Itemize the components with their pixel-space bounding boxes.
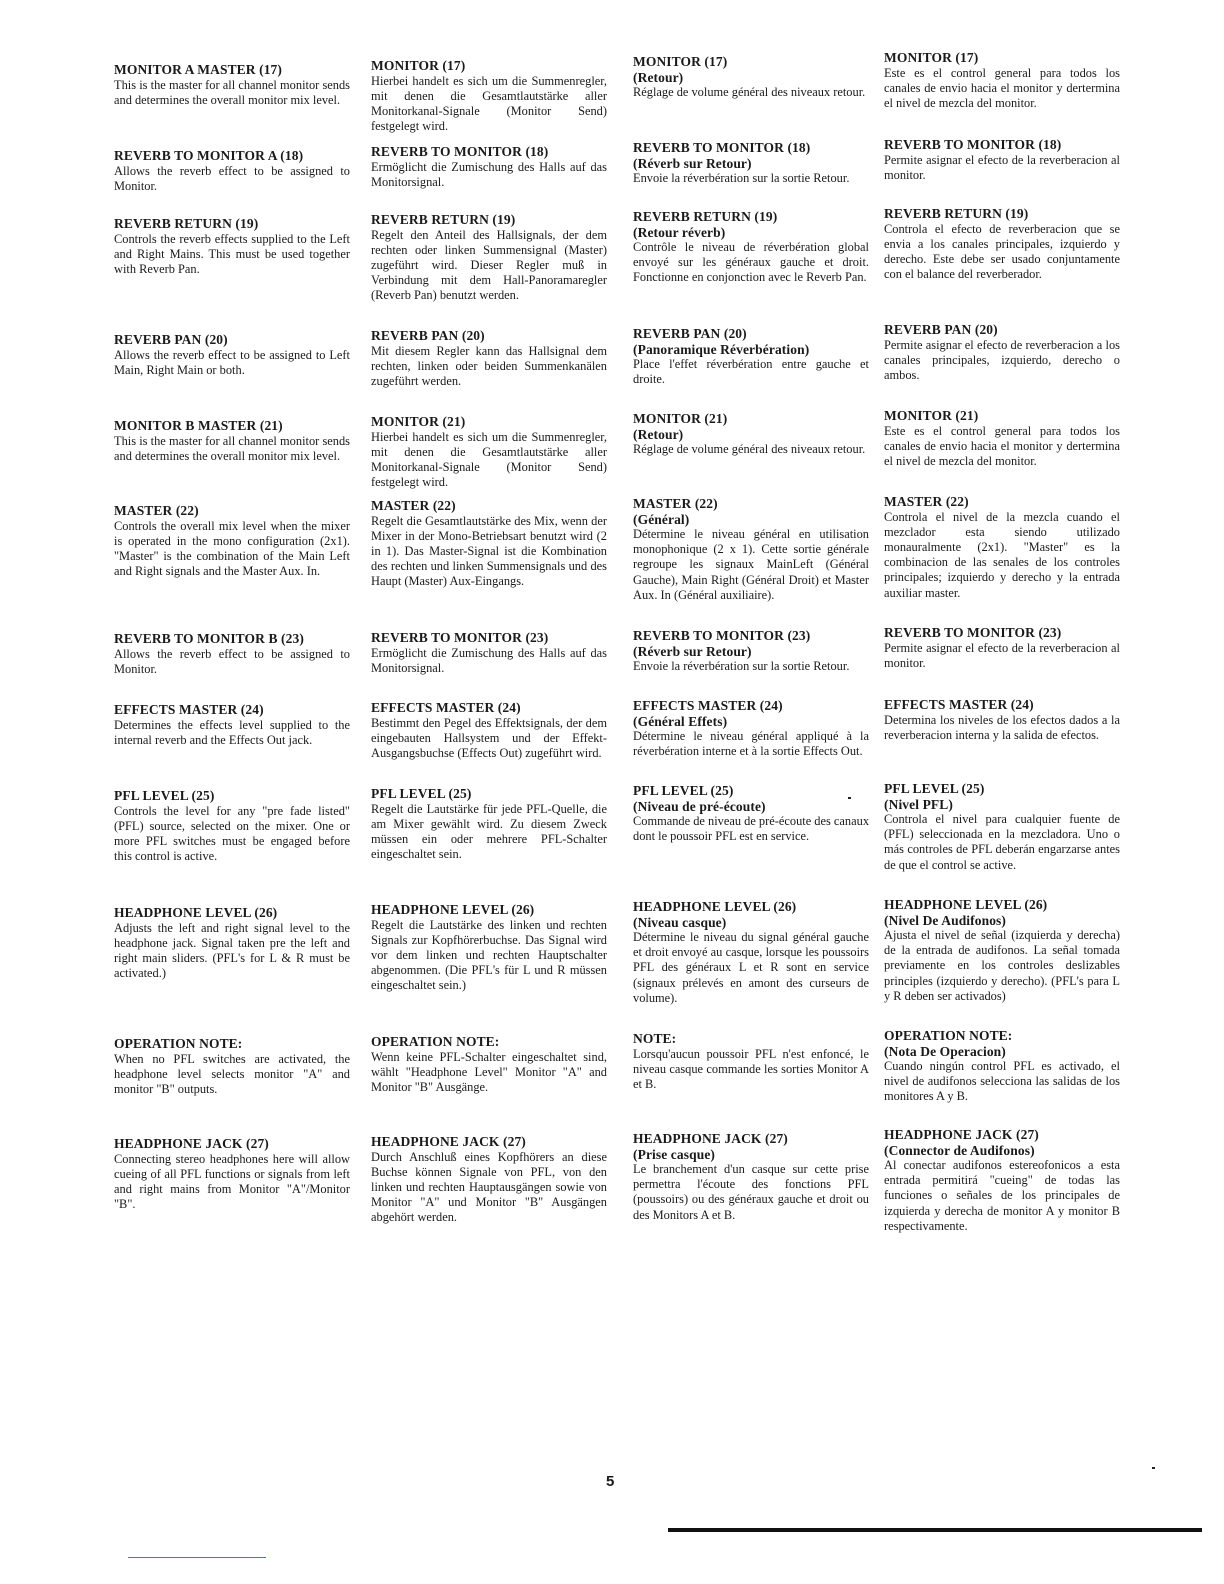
entry-headphone-jack bbox=[884, 1127, 1120, 1234]
entry-headphone-level bbox=[371, 902, 607, 994]
entry-reverb-to-monitor-23 bbox=[371, 630, 607, 676]
entry-title: REVERB PAN (20) bbox=[884, 322, 998, 337]
entry-title: REVERB TO MONITOR (23) bbox=[371, 630, 549, 645]
entry-headphone-level bbox=[114, 905, 350, 981]
entry-body: Cuando ningún control PFL es activado, el nivel de audifonos selecciona las salidas de los monitores A y B. bbox=[884, 1059, 1120, 1104]
entry-title: PFL LEVEL (25) bbox=[371, 786, 472, 801]
entry-body: Este es el control general para todos los canales de envio hacia el monitor y dertermina el nivel de mezcla del monitor. bbox=[884, 65, 1120, 110]
entry-title: EFFECTS MASTER (24) bbox=[884, 697, 1034, 712]
entry-master bbox=[114, 503, 350, 579]
entry-monitor-17 bbox=[884, 50, 1120, 111]
entry-title: HEADPHONE LEVEL (26) (Nivel De Audifonos) bbox=[884, 897, 1048, 928]
entry-title: MONITOR B MASTER (21) bbox=[114, 418, 283, 433]
page-number: 5 bbox=[606, 1473, 615, 1490]
entry-title: MONITOR (17) (Retour) bbox=[633, 54, 728, 85]
entry-headphone-level bbox=[884, 897, 1120, 1004]
entry-body: Allows the reverb effect to be assigned to Left Main, Right Main or both. bbox=[114, 347, 350, 377]
entry-title: OPERATION NOTE: bbox=[114, 1036, 243, 1051]
entry-title: OPERATION NOTE: bbox=[371, 1034, 500, 1049]
entry-body: Détermine le niveau général appliqué à la réverbération interne et à la sortie Effects Out. bbox=[633, 729, 869, 759]
entry-reverb-return bbox=[114, 216, 350, 277]
entry-body: Allows the reverb effect to be assigned to Monitor. bbox=[114, 163, 350, 193]
footer-rule-thin bbox=[128, 1557, 266, 1558]
entry-body: Envoie la réverbération sur la sortie Retour. bbox=[633, 659, 850, 673]
entry-monitor-17 bbox=[371, 58, 607, 134]
entry-body: Commande de niveau de pré-écoute des canaux dont le poussoir PFL est en service. bbox=[633, 814, 870, 844]
entry-reverb-return bbox=[371, 212, 607, 304]
entry-reverb-to-monitor-18 bbox=[371, 144, 607, 190]
entry-body: Ajusta el nivel de señal (izquierda y derecha) de la entrada de audifonos. La señal tomada previamente en los controles deslizables principles (izquierdo y derecho). (PFL's para L y R deben ser activados) bbox=[884, 928, 1120, 1003]
entry-title: MASTER (22) bbox=[114, 503, 199, 518]
entry-body: This is the master for all channel monitor sends and determines the overall monitor mix level. bbox=[114, 77, 350, 107]
entry-body: Controla el nivel de la mezcla cuando el mezclador esta siendo utilizado monauralmente (2x1). "Master" es la combinacion de las senales de los controles principales; izquierdo y derecho y la entrada auxiliar master. bbox=[884, 509, 1120, 600]
entry-body: Controla el efecto de reverberacion que se envia a los canales principales, izquierdo y derecho. Este debe ser usado conjuntamente con el balance del reverberador. bbox=[884, 221, 1120, 282]
entry-body: Wenn keine PFL-Schalter eingeschaltet sind, wählt "Headphone Level" Monitor "A" and Monitor "B" Ausgänge. bbox=[371, 1049, 607, 1094]
entry-monitor-b-master bbox=[114, 418, 350, 464]
entry-body: Permite asignar el efecto de reverberacion a los canales principales, izquierdo, derecho o ambos. bbox=[884, 337, 1120, 382]
entry-title: MASTER (22) bbox=[884, 494, 969, 509]
entry-body: This is the master for all channel monitor sends and determines the overall monitor mix level. bbox=[114, 433, 350, 463]
entry-monitor-17 bbox=[633, 54, 869, 100]
entry-body: Ermöglicht die Zumischung des Halls auf das Monitorsignal. bbox=[371, 159, 607, 189]
entry-monitor-21 bbox=[371, 414, 607, 490]
entry-title: MONITOR (17) bbox=[371, 58, 466, 73]
entry-body: Regelt den Anteil des Hallsignals, der dem rechten oder linken Summensignal (Master) zugeführt wird. Dieser Regler muß in Verbindung mit dem Hall-Panoramaregler (Reverb Pan) benutzt werden. bbox=[371, 227, 607, 303]
entry-title: MASTER (22) (Général) bbox=[633, 496, 718, 527]
entry-title: NOTE: bbox=[633, 1031, 677, 1046]
entry-master bbox=[371, 498, 607, 590]
entry-body: Bestimmt den Pegel des Effektsignals, der dem eingebauten Hallsystem und der Effekt-Ausgangsbuchse (Effects Out) zugeführt wird. bbox=[371, 715, 607, 760]
entry-reverb-pan bbox=[633, 326, 869, 387]
entry-title: REVERB TO MONITOR (18) bbox=[884, 137, 1062, 152]
entry-body: Lorsqu'aucun poussoir PFL n'est enfoncé, le niveau casque commande les sorties Monitor A et B. bbox=[633, 1046, 869, 1091]
entry-reverb-pan bbox=[884, 322, 1120, 383]
entry-title: HEADPHONE LEVEL (26) bbox=[114, 905, 278, 920]
entry-body: Permite asignar el efecto de la reverberacion al monitor. bbox=[884, 640, 1120, 670]
entry-monitor-21 bbox=[884, 408, 1120, 469]
entry-title: HEADPHONE LEVEL (26) (Niveau casque) bbox=[633, 899, 797, 930]
entry-body: Al conectar audifonos estereofonicos a esta entrada permitirá "cueing" de todas las funciones o señales de los principales de izquierda y derecha de monitor A y monitor B respectivamente. bbox=[884, 1158, 1120, 1233]
entry-title: REVERB TO MONITOR (23) (Réverb sur Retour) bbox=[633, 628, 811, 659]
entry-pfl-level bbox=[371, 786, 607, 862]
entry-body: Hierbei handelt es sich um die Summenregler, mit denen die Gesamtlautstärke aller Monitorkanal-Signale (Monitor Send) festgelegt wird. bbox=[371, 73, 607, 134]
entry-body: Réglage de volume général des niveaux retour. bbox=[633, 85, 866, 99]
entry-reverb-to-monitor-18 bbox=[633, 140, 869, 186]
entry-pfl-level bbox=[884, 781, 1120, 873]
entry-effects-master bbox=[371, 700, 607, 761]
entry-body: Allows the reverb effect to be assigned to Monitor. bbox=[114, 646, 350, 676]
entry-master bbox=[633, 496, 869, 603]
entry-body: Este es el control general para todos los canales de envio hacia el monitor y dertermina el nivel de mezcla del monitor. bbox=[884, 423, 1120, 468]
entry-body: Controla el nivel para cualquier fuente de (PFL) seleccionada en la mezcladora. Uno o más controles de PFL deberán engarzarse antes de que el control se active. bbox=[884, 812, 1120, 872]
entry-title: PFL LEVEL (25) (Niveau de pré-écoute) bbox=[633, 783, 766, 814]
entry-headphone-jack bbox=[114, 1136, 350, 1212]
entry-title: MONITOR (21) bbox=[884, 408, 979, 423]
scan-speck bbox=[1152, 1467, 1155, 1469]
entry-title: MASTER (22) bbox=[371, 498, 456, 513]
entry-title: REVERB TO MONITOR (18) (Réverb sur Retour) bbox=[633, 140, 811, 171]
entry-title: MONITOR (21) (Retour) bbox=[633, 411, 728, 442]
entry-body: Determina los niveles de los efectos dados a la reverberacion interna y la salida de efectos. bbox=[884, 712, 1120, 742]
entry-reverb-to-monitor-23 bbox=[884, 625, 1120, 671]
scan-speck bbox=[848, 797, 851, 799]
entry-body: Controls the reverb effects supplied to the Left and Right Mains. This must be used together with Reverb Pan. bbox=[114, 231, 350, 276]
entry-body: Controls the overall mix level when the mixer is operated in the mono configuration (2x1). "Master" is the combination of the Main Left and Right signals and the Master Aux. In. bbox=[114, 518, 350, 579]
entry-body: Place l'effet réverbération entre gauche et droite. bbox=[633, 357, 869, 387]
entry-title: REVERB TO MONITOR (23) bbox=[884, 625, 1062, 640]
entry-body: Contrôle le niveau de réverbération global envoyé sur les généraux gauche et droit. Fonctionne en conjonction avec le Reverb Pan. bbox=[633, 240, 869, 285]
entry-headphone-jack bbox=[371, 1134, 607, 1226]
entry-title: EFFECTS MASTER (24) bbox=[371, 700, 521, 715]
entry-title: HEADPHONE JACK (27) (Prise casque) bbox=[633, 1131, 788, 1162]
entry-body: Mit diesem Regler kann das Hallsignal dem rechten, linken oder beiden Summenkanälen zugeführt werden. bbox=[371, 343, 607, 388]
entry-body: Regelt die Lautstärke des linken und rechten Signals zur Kopfhörerbuchse. Das Signal wird vor dem linken und rechten Hauptschalter abgenommen. (Die PFL's für L und R müssen eingeschaltet sein.) bbox=[371, 917, 607, 993]
entry-reverb-pan bbox=[371, 328, 607, 389]
entry-body: Connecting stereo headphones here will allow cueing of all PFL functions or signals from left and right mains from Monitor "A"/Monitor "B". bbox=[114, 1151, 350, 1212]
entry-title: PFL LEVEL (25) (Nivel PFL) bbox=[884, 781, 985, 812]
entry-title: REVERB RETURN (19) bbox=[884, 206, 1029, 221]
entry-title: MONITOR A MASTER (17) bbox=[114, 62, 282, 77]
entry-master bbox=[884, 494, 1120, 601]
entry-body: Hierbei handelt es sich um die Summenregler, mit denen die Gesamtlautstärke aller Monitorkanal-Signale (Monitor Send) festgelegt wird. bbox=[371, 429, 607, 490]
footer-rule bbox=[668, 1528, 1202, 1532]
entry-title: REVERB PAN (20) (Panoramique Réverbération) bbox=[633, 326, 810, 357]
entry-title: REVERB RETURN (19) bbox=[371, 212, 516, 227]
entry-headphone-jack bbox=[633, 1131, 869, 1223]
entry-monitor-a-master bbox=[114, 62, 350, 108]
entry-monitor-21 bbox=[633, 411, 869, 457]
entry-effects-master bbox=[633, 698, 869, 759]
entry-body: Envoie la réverbération sur la sortie Retour. bbox=[633, 171, 850, 185]
entry-title: REVERB PAN (20) bbox=[114, 332, 228, 347]
entry-operation-note bbox=[371, 1034, 607, 1095]
entry-body: Permite asignar el efecto de la reverberacion al monitor. bbox=[884, 152, 1120, 182]
entry-title: EFFECTS MASTER (24) (Général Effets) bbox=[633, 698, 783, 729]
entry-effects-master bbox=[114, 702, 350, 748]
entry-reverb-to-monitor-18 bbox=[884, 137, 1120, 183]
entry-title: PFL LEVEL (25) bbox=[114, 788, 215, 803]
entry-body: Controls the level for any "pre fade listed" (PFL) source, selected on the mixer. One or more PFL switches must be engaged before this control is active. bbox=[114, 803, 350, 864]
entry-body: Regelt die Gesamtlautstärke des Mix, wenn der Mixer in der Mono-Betriebsart benutzt wird (2 in 1). Das Master-Signal ist die Kombination des rechten und linken Summensignals und des Haupt (Master) Aux-Eingangs. bbox=[371, 513, 607, 589]
entry-body: Durch Anschluß eines Kopfhörers an diese Buchse können Signale von PFL, von den linken und rechten Hauptausgängen sowie von Monitor "A" und Monitor "B" Ausgängen abgehört werden. bbox=[371, 1149, 607, 1225]
entry-title: REVERB RETURN (19) (Retour réverb) bbox=[633, 209, 778, 240]
entry-reverb-return bbox=[633, 209, 869, 286]
entry-title: HEADPHONE JACK (27) (Connector de Audifonos) bbox=[884, 1127, 1039, 1158]
entry-body: Le branchement d'un casque sur cette prise permettra l'écoute des fonctions PFL (poussoirs) ou des généraux gauche et droit ou des Monitors A et B. bbox=[633, 1162, 869, 1222]
entry-body: Determines the effects level supplied to the internal reverb and the Effects Out jack. bbox=[114, 717, 350, 747]
entry-body: When no PFL switches are activated, the headphone level selects monitor "A" and monitor "B" outputs. bbox=[114, 1051, 350, 1096]
entry-title: HEADPHONE JACK (27) bbox=[114, 1136, 269, 1151]
entry-operation-note bbox=[114, 1036, 350, 1097]
entry-title: REVERB TO MONITOR B (23) bbox=[114, 631, 304, 646]
entry-pfl-level bbox=[114, 788, 350, 864]
entry-title: REVERB PAN (20) bbox=[371, 328, 485, 343]
entry-reverb-to-monitor-a bbox=[114, 148, 350, 194]
entry-reverb-to-monitor-b bbox=[114, 631, 350, 677]
entry-body: Détermine le niveau général en utilisation monophonique (2 x 1). Cette sortie générale regroupe les signaux MainLeft (Général Gauche), Main Right (Général Droit) et Master Aux. In (Général auxiliaire). bbox=[633, 527, 869, 602]
entry-body: Détermine le niveau du signal général gauche et droit envoyé au casque, lorsque les poussoirs PFL des généraux L et R sont en service (signaux prélevés en amont des curseurs de volume). bbox=[633, 930, 869, 1005]
entry-pfl-level bbox=[633, 783, 869, 844]
entry-title: MONITOR (21) bbox=[371, 414, 466, 429]
entry-body: Adjusts the left and right signal level to the headphone jack. Signal taken pre the left and right main sliders. (PFL's for L & R must be activated.) bbox=[114, 920, 350, 981]
entry-title: HEADPHONE JACK (27) bbox=[371, 1134, 526, 1149]
entry-headphone-level bbox=[633, 899, 869, 1006]
entry-body: Regelt die Lautstärke für jede PFL-Quelle, die am Mixer gewählt wird. Zu diesem Zweck müssen ein oder mehrere PFL-Schalter eingeschaltet sein. bbox=[371, 801, 607, 862]
entry-effects-master bbox=[884, 697, 1120, 743]
entry-reverb-pan bbox=[114, 332, 350, 378]
entry-title: MONITOR (17) bbox=[884, 50, 979, 65]
entry-reverb-to-monitor-23 bbox=[633, 628, 869, 674]
entry-body: Ermöglicht die Zumischung des Halls auf das Monitorsignal. bbox=[371, 645, 607, 675]
entry-operation-note bbox=[884, 1028, 1120, 1105]
entry-title: OPERATION NOTE: (Nota De Operacion) bbox=[884, 1028, 1013, 1059]
entry-title: REVERB RETURN (19) bbox=[114, 216, 259, 231]
entry-title: REVERB TO MONITOR (18) bbox=[371, 144, 549, 159]
entry-title: REVERB TO MONITOR A (18) bbox=[114, 148, 304, 163]
entry-note bbox=[633, 1031, 869, 1092]
entry-reverb-return bbox=[884, 206, 1120, 282]
entry-title: EFFECTS MASTER (24) bbox=[114, 702, 264, 717]
entry-body: Réglage de volume général des niveaux retour. bbox=[633, 442, 866, 456]
entry-title: HEADPHONE LEVEL (26) bbox=[371, 902, 535, 917]
